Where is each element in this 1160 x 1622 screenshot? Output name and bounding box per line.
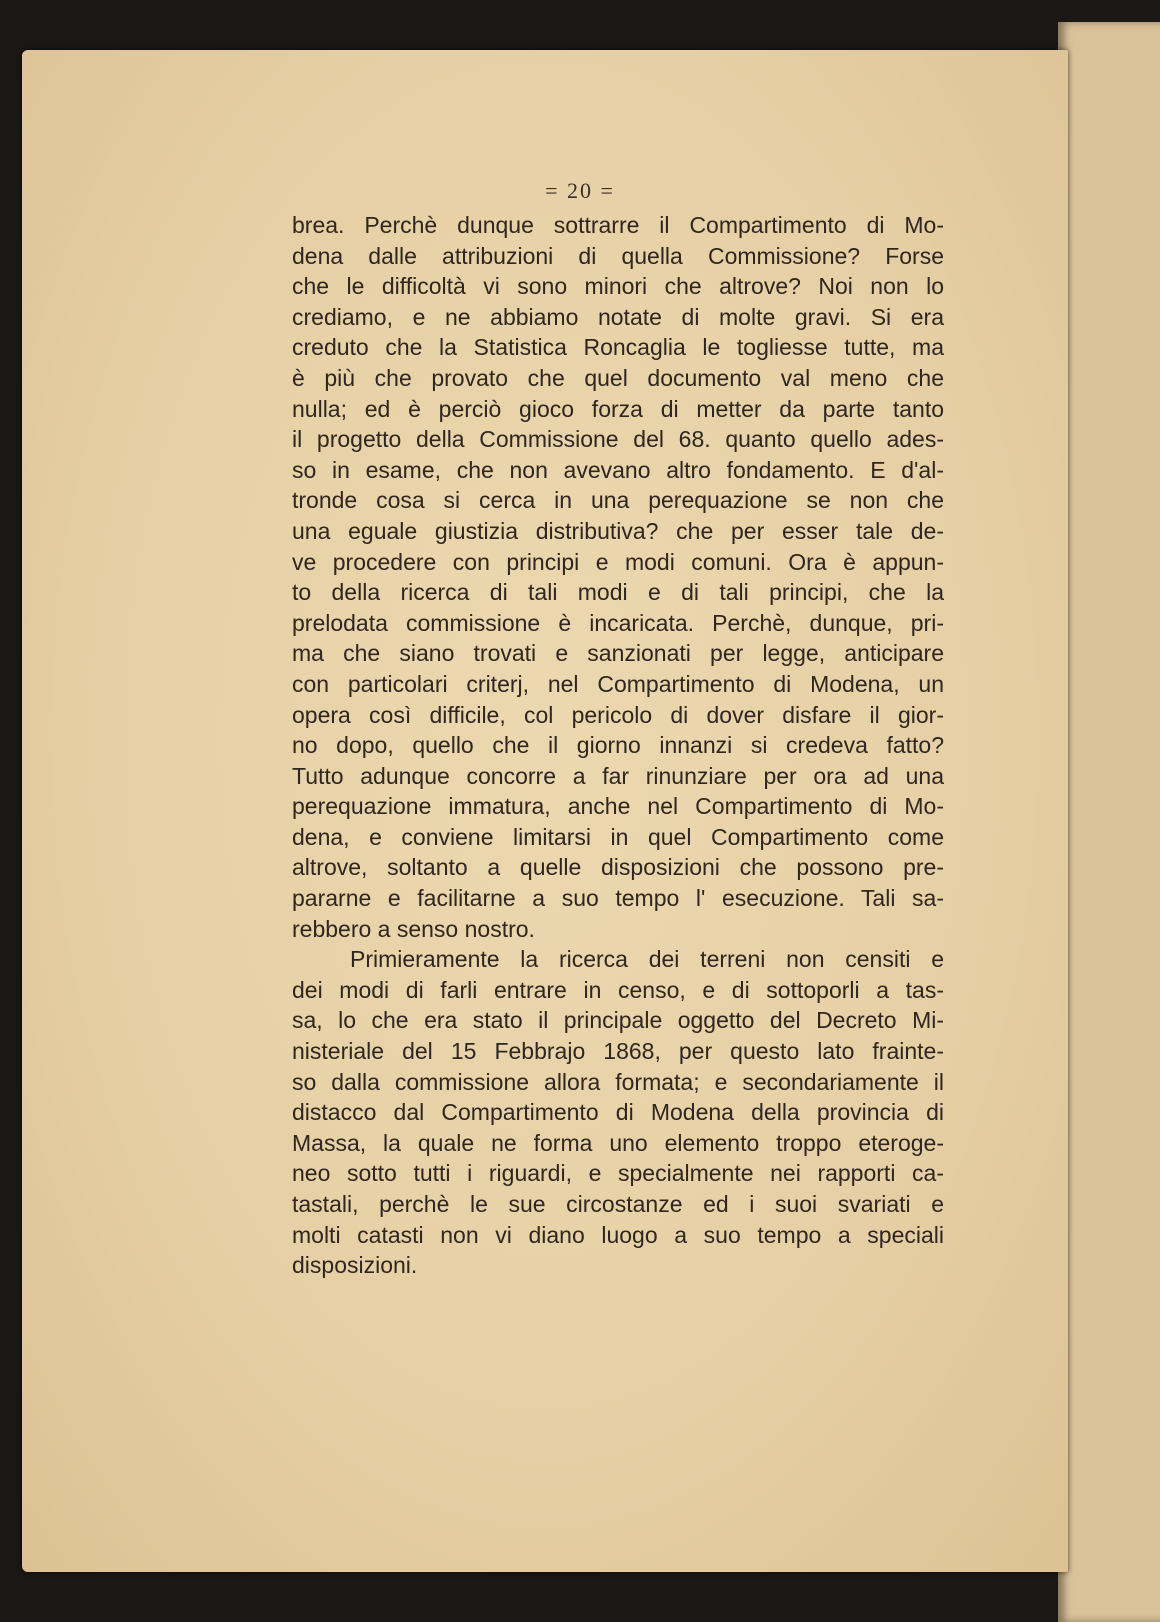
text-line: ma che siano trovati e sanzionati per legge, anticipare <box>292 640 944 667</box>
text-line: dena dalle attribuzioni di quella Commissione? Forse <box>292 242 944 269</box>
text-line: nulla; ed è perciò gioco forza di metter da parte tanto <box>292 395 944 422</box>
text-line: Tutto adunque concorre a far rinunziare per ora ad una <box>292 762 944 789</box>
text-line: una eguale giustizia distributiva? che per esser tale de- <box>292 517 944 544</box>
text-line: disposizioni. <box>292 1252 418 1279</box>
text-line: brea. Perchè dunque sottrarre il Compartimento di Mo- <box>292 212 944 238</box>
text-line: il progetto della Commissione del 68. quanto quello ades- <box>292 426 944 453</box>
page-number: = 20 = <box>545 178 615 203</box>
facing-page-edge <box>1058 22 1160 1622</box>
text-line: to della ricerca di tali modi e di tali principi, che la <box>292 579 944 606</box>
text-line: opera così difficile, col pericolo di dover disfare il gior- <box>292 701 944 728</box>
text-line: dei modi di farli entrare in censo, e di sottoporli a tas- <box>292 976 944 1003</box>
text-line: Primieramente la ricerca dei terreni non censiti e <box>350 946 944 973</box>
text-line: distacco dal Compartimento di Modena della provincia di <box>292 1099 944 1126</box>
text-line: tastali, perchè le sue circostanze ed i suoi svariati e <box>292 1191 944 1217</box>
text-line: tronde cosa si cerca in una perequazione se non che <box>292 487 944 514</box>
text-line: creduto che la Statistica Roncaglia le togliesse tutte, ma <box>292 334 944 361</box>
text-line: ve procedere con principi e modi comuni. Ora è appun- <box>292 548 944 575</box>
text-line: neo sotto tutti i riguardi, e specialmente nei rapporti ca- <box>292 1160 944 1187</box>
text-line: crediamo, e ne abbiamo notate di molte gravi. Si era <box>292 303 944 330</box>
text-line: pararne e facilitarne a suo tempo l' esecuzione. Tali sa- <box>292 885 944 912</box>
text-line: Massa, la quale ne forma uno elemento troppo eteroge- <box>292 1129 944 1156</box>
text-line: so in esame, che non avevano altro fondamento. E d'al- <box>292 456 944 483</box>
text-line: no dopo, quello che il giorno innanzi si credeva fatto? <box>292 732 944 759</box>
text-line: che le difficoltà vi sono minori che altrove? Noi non lo <box>292 273 944 300</box>
text-line: sa, lo che era stato il principale oggetto del Decreto Mi- <box>292 1007 944 1034</box>
text-line: nisteriale del 15 Febbrajo 1868, per questo lato frainte- <box>292 1038 944 1065</box>
text-line: altrove, soltanto a quelle disposizioni che possono pre- <box>292 854 944 881</box>
text-line: so dalla commissione allora formata; e secondariamente il <box>292 1068 944 1095</box>
text-line: molti catasti non vi diano luogo a suo tempo a speciali <box>292 1221 944 1248</box>
text-line: rebbero a senso nostro. <box>292 915 535 942</box>
text-line: è più che provato che quel documento val meno che <box>292 364 944 391</box>
text-line: perequazione immatura, anche nel Compartimento di Mo- <box>292 793 944 820</box>
text-line: con particolari criterj, nel Compartimento di Modena, un <box>292 670 944 697</box>
text-line: dena, e conviene limitarsi in quel Compartimento come <box>292 823 944 850</box>
text-line: prelodata commissione è incaricata. Perchè, dunque, pri- <box>292 609 944 636</box>
body-text <box>292 210 944 1281</box>
